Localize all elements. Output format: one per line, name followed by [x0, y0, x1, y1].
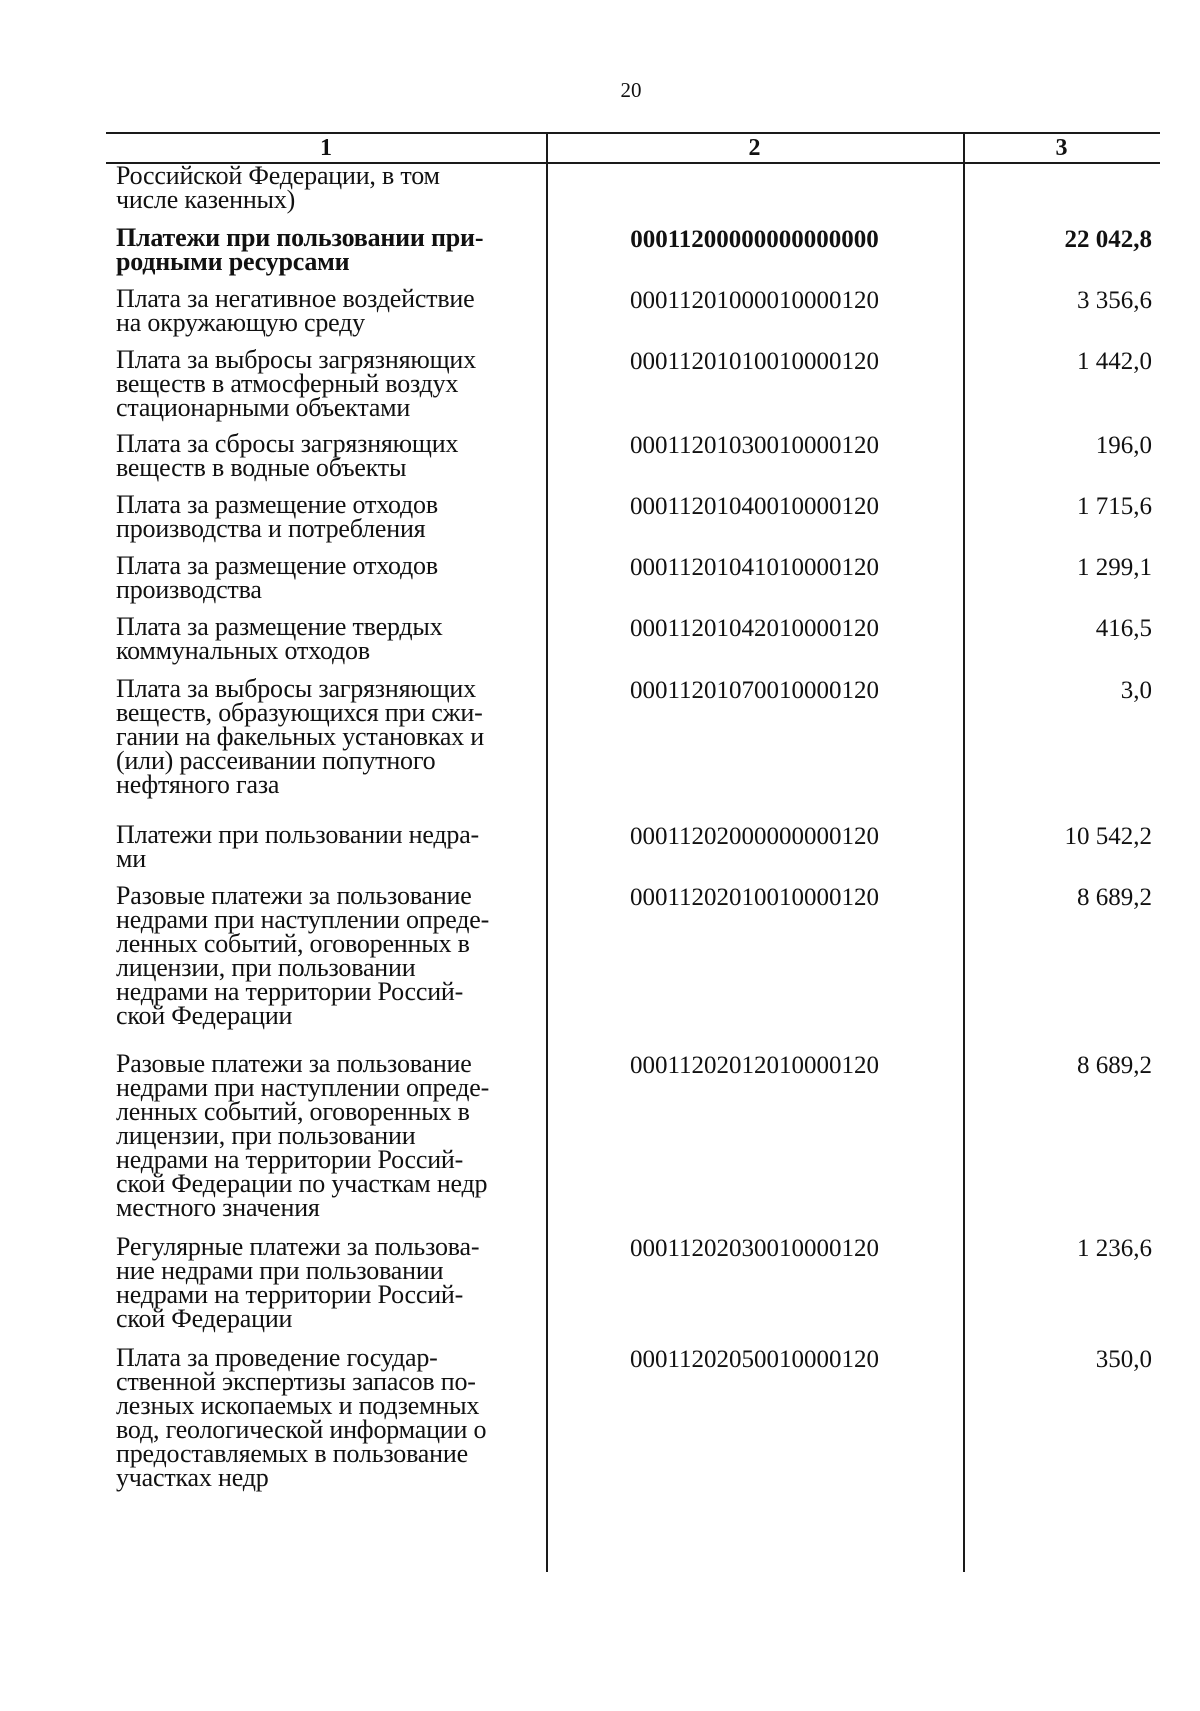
table-row — [106, 490, 1160, 543]
table-body — [106, 161, 1160, 1492]
row-name: Платежи при пользовании при- родными ресурсами — [116, 223, 484, 276]
table-row — [106, 1049, 1160, 1222]
row-name: Платежи при пользовании недра- ми — [116, 820, 480, 873]
row-amount: 196,0 — [1095, 432, 1152, 459]
row-code: 00011201042010000120 — [629, 615, 880, 642]
table-row — [106, 345, 1160, 422]
row-amount: 8 689,2 — [1077, 1052, 1152, 1079]
row-name: Плата за выбросы загрязняющих веществ в атмосферный воздух стационарными объектами — [116, 345, 476, 422]
row-amount: 350,0 — [1095, 1346, 1152, 1373]
row-amount: 3 356,6 — [1077, 287, 1152, 314]
row-amount: 1 715,6 — [1077, 493, 1152, 520]
header-col-3: 3 — [1055, 135, 1068, 161]
table-row — [106, 1232, 1160, 1333]
table-row — [106, 1343, 1160, 1492]
table-row — [106, 551, 1160, 604]
row-name: Регулярные платежи за пользова- ние недрами при пользовании недрами на территории Россий- ской Федерации — [116, 1232, 480, 1333]
budget-table — [106, 132, 1160, 1572]
table-row — [106, 820, 1160, 873]
header-col-1: 1 — [320, 135, 332, 161]
row-name: Российской Федерации, в том числе казенных) — [116, 161, 440, 214]
table-row — [106, 612, 1160, 665]
row-code: 00011201041010000120 — [629, 554, 880, 581]
row-code: 00011202012010000120 — [629, 1052, 880, 1079]
row-name: Плата за выбросы загрязняющих веществ, образующихся при сжи- гании на факельных установках и (или) рассеивании попутного нефтяного газа — [116, 674, 484, 799]
row-code: 00011201000010000120 — [629, 287, 880, 314]
row-amount: 416,5 — [1095, 615, 1152, 642]
row-name: Разовые платежи за пользование недрами при наступлении опреде- ленных событий, оговоренных в лицензии, при пользовании недрами на территории Россий- ской Федерации по участкам недр местного значения — [116, 1049, 490, 1222]
row-name: Плата за сбросы загрязняющих веществ в водные объекты — [116, 429, 459, 482]
row-amount: 1 442,0 — [1077, 348, 1152, 375]
row-code: 00011201030010000120 — [629, 432, 880, 459]
row-code: 00011202000000000120 — [629, 823, 880, 850]
row-code: 00011201070010000120 — [629, 677, 880, 704]
row-amount: 3,0 — [1120, 677, 1152, 704]
table-row — [106, 161, 1160, 214]
row-code: 00011202010010000120 — [629, 884, 880, 911]
row-amount: 1 299,1 — [1077, 554, 1152, 581]
row-code: 00011202030010000120 — [629, 1235, 880, 1262]
row-amount: 22 042,8 — [1064, 226, 1152, 253]
table-row — [106, 429, 1160, 482]
row-name: Плата за размещение твердых коммунальных отходов — [116, 612, 443, 665]
row-name: Разовые платежи за пользование недрами при наступлении опреде- ленных событий, оговоренных в лицензии, при пользовании недрами на территории Россий- ской Федерации — [116, 881, 490, 1030]
table-row — [106, 881, 1160, 1030]
header-col-2: 2 — [748, 135, 761, 161]
row-code: 00011202050010000120 — [629, 1346, 880, 1373]
row-amount: 8 689,2 — [1077, 884, 1152, 911]
table-header-row — [106, 132, 1160, 164]
row-amount: 1 236,6 — [1077, 1235, 1152, 1262]
row-code: 00011201010010000120 — [629, 348, 880, 375]
table-row — [106, 674, 1160, 799]
page-number: 20 — [620, 78, 642, 102]
row-amount: 10 542,2 — [1064, 823, 1152, 850]
table-row — [106, 284, 1160, 337]
row-name: Плата за размещение отходов производства — [116, 551, 438, 604]
row-name: Плата за размещение отходов производства и потребления — [116, 490, 438, 543]
row-code: 00011201040010000120 — [629, 493, 880, 520]
row-code: 00011200000000000000 — [630, 226, 879, 253]
table-row — [106, 223, 1160, 276]
row-name: Плата за негативное воздействие на окружающую среду — [116, 284, 475, 337]
row-name: Плата за проведение государ- ственной экспертизы запасов по- лезных ископаемых и подземных вод, геологической информации о предоставляемых в пользование участках недр — [116, 1343, 487, 1492]
